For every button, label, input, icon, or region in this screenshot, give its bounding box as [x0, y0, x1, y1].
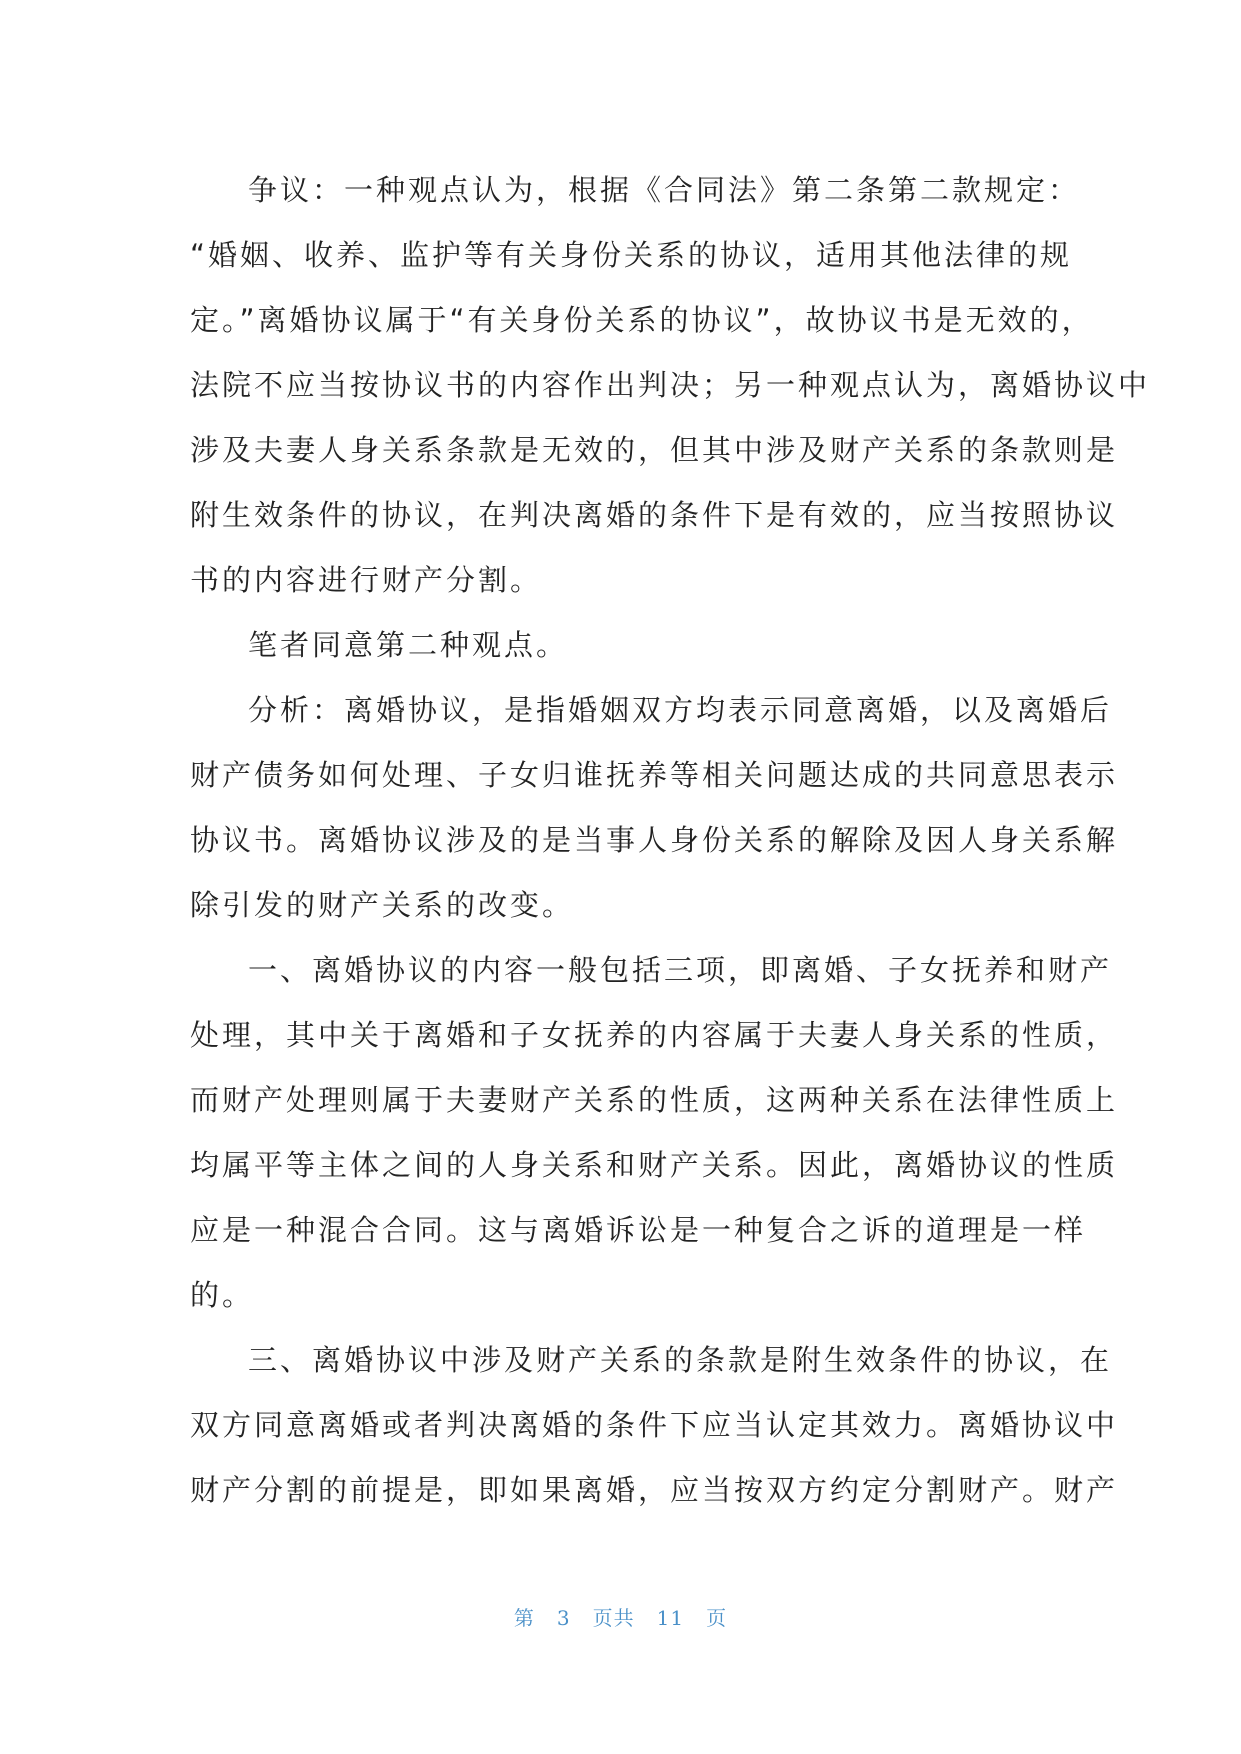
footer-suffix: 页 [706, 1606, 728, 1630]
paragraph-line: 定。”离婚协议属于“有关身份关系的协议”，故协议书是无效的， [190, 303, 1094, 337]
paragraph-line: 而财产处理则属于夫妻财产关系的性质，这两种关系在法律性质上 [190, 1083, 1119, 1117]
paragraph-line: 笔者同意第二种观点。 [248, 628, 569, 662]
paragraph-line: 一、离婚协议的内容一般包括三项，即离婚、子女抚养和财产 [248, 953, 1113, 987]
paragraph-line: “婚姻、收养、监护等有关身份关系的协议，适用其他法律的规 [190, 238, 1073, 272]
paragraph-line: 均属平等主体之间的人身关系和财产关系。因此，离婚协议的性质 [190, 1148, 1119, 1182]
paragraph-line: 法院不应当按协议书的内容作出判决；另一种观点认为，离婚协议中 [190, 368, 1151, 402]
paragraph-line: 的。 [190, 1278, 255, 1312]
footer-total-pages: 11 [656, 1606, 685, 1630]
paragraph-line: 附生效条件的协议，在判决离婚的条件下是有效的，应当按照协议 [190, 498, 1119, 532]
paragraph-line: 分析：离婚协议，是指婚姻双方均表示同意离婚，以及离婚后 [248, 693, 1113, 727]
footer-current-page: 3 [556, 1606, 571, 1630]
paragraph-line: 财产分割的前提是，即如果离婚，应当按双方约定分割财产。财产 [190, 1473, 1119, 1507]
paragraph-line: 争议：一种观点认为，根据《合同法》第二条第二款规定： [248, 173, 1081, 207]
paragraph-line: 书的内容进行财产分割。 [190, 563, 543, 597]
paragraph-line: 除引发的财产关系的改变。 [190, 888, 575, 922]
paragraph-line: 处理，其中关于离婚和子女抚养的内容属于夫妻人身关系的性质， [190, 1018, 1119, 1052]
paragraph-line: 应是一种混合合同。这与离婚诉讼是一种复合之诉的道理是一样 [190, 1213, 1087, 1247]
paragraph-line: 双方同意离婚或者判决离婚的条件下应当认定其效力。离婚协议中 [190, 1408, 1119, 1442]
footer-middle: 页共 [592, 1606, 635, 1630]
paragraph-line: 三、离婚协议中涉及财产关系的条款是附生效条件的协议，在 [248, 1343, 1113, 1377]
document-body [190, 158, 1151, 1523]
paragraph-line: 涉及夫妻人身关系条款是无效的，但其中涉及财产关系的条款则是 [190, 433, 1119, 467]
footer-prefix: 第 [513, 1606, 535, 1630]
paragraph-line: 协议书。离婚协议涉及的是当事人身份关系的解除及因人身关系解 [190, 823, 1119, 857]
page-footer [0, 1602, 1241, 1631]
paragraph-line: 财产债务如何处理、子女归谁抚养等相关问题达成的共同意思表示 [190, 758, 1119, 792]
